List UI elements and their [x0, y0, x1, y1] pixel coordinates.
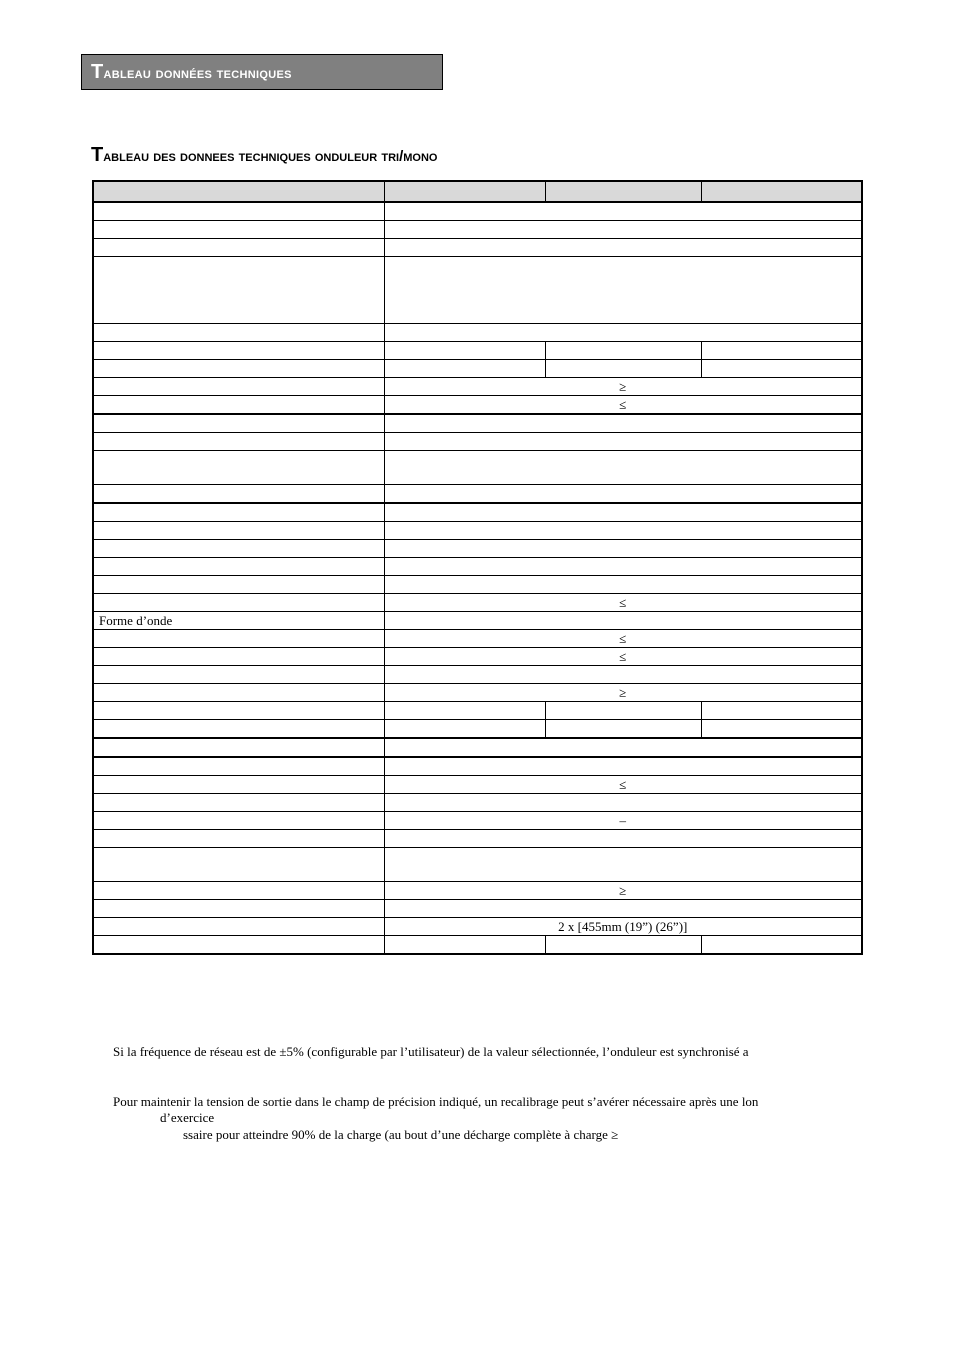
table-row	[93, 612, 862, 630]
row-label	[93, 882, 384, 900]
row-label	[93, 812, 384, 830]
table-row	[93, 720, 862, 739]
row-label	[93, 221, 384, 239]
row-cell	[545, 936, 701, 955]
row-cell	[701, 936, 862, 955]
row-label	[93, 776, 384, 794]
table-row	[93, 684, 862, 702]
row-value	[384, 757, 862, 776]
footnote-3: ssaire pour atteindre 90% de la charge (au bout d’une décharge complète à charge ≥	[183, 1127, 619, 1142]
row-value	[384, 848, 862, 882]
header-banner: Tableau données techniques	[81, 54, 443, 90]
table-row	[93, 594, 862, 612]
row-cell	[701, 702, 862, 720]
table-row	[93, 360, 862, 378]
table-row	[93, 202, 862, 221]
table-row	[93, 812, 862, 830]
row-value	[384, 540, 862, 558]
table-row	[93, 433, 862, 451]
footnote-2: Pour maintenir la tension de sortie dans le champ de précision indiqué, un recalibrage peut s’avérer nécessaire après une lon	[113, 1094, 759, 1109]
row-label	[93, 848, 384, 882]
row-label	[93, 485, 384, 504]
row-label	[93, 503, 384, 522]
row-label	[93, 342, 384, 360]
row-label	[93, 630, 384, 648]
row-value: ≤	[384, 648, 862, 666]
row-cell	[545, 360, 701, 378]
row-value	[384, 257, 862, 324]
row-cell	[384, 181, 545, 202]
table-row	[93, 558, 862, 576]
row-value	[384, 558, 862, 576]
row-label	[93, 202, 384, 221]
table-row	[93, 882, 862, 900]
row-label	[93, 181, 384, 202]
row-cell	[384, 342, 545, 360]
row-label	[93, 576, 384, 594]
row-value	[384, 485, 862, 504]
row-value: –	[384, 812, 862, 830]
table-row	[93, 702, 862, 720]
row-label	[93, 684, 384, 702]
row-label	[93, 594, 384, 612]
row-value	[384, 451, 862, 485]
table-row	[93, 342, 862, 360]
table-row	[93, 378, 862, 396]
table-row	[93, 257, 862, 324]
row-label	[93, 433, 384, 451]
row-cell	[701, 720, 862, 739]
table-row	[93, 918, 862, 936]
table-row	[93, 776, 862, 794]
row-label	[93, 738, 384, 757]
row-value: 2 x [455mm (19”) (26”)]	[384, 918, 862, 936]
row-cell	[384, 702, 545, 720]
row-value	[384, 202, 862, 221]
section-title: Tableau des donnees techniques onduleur tri/mono	[91, 144, 438, 166]
row-value	[384, 738, 862, 757]
row-label	[93, 522, 384, 540]
table-row	[93, 630, 862, 648]
row-value: ≥	[384, 882, 862, 900]
row-value	[384, 900, 862, 918]
row-cell	[384, 720, 545, 739]
row-label	[93, 451, 384, 485]
row-value	[384, 239, 862, 257]
table-row	[93, 522, 862, 540]
row-value	[384, 503, 862, 522]
row-cell	[701, 360, 862, 378]
row-label	[93, 239, 384, 257]
table-row	[93, 738, 862, 757]
row-label	[93, 396, 384, 415]
table-row	[93, 576, 862, 594]
row-cell	[545, 720, 701, 739]
row-value	[384, 324, 862, 342]
table-row	[93, 396, 862, 415]
row-label	[93, 936, 384, 955]
spec-table	[92, 180, 863, 955]
row-value: ≤	[384, 776, 862, 794]
row-value	[384, 522, 862, 540]
row-label	[93, 648, 384, 666]
row-label	[93, 830, 384, 848]
table-row	[93, 414, 862, 433]
row-cell	[545, 342, 701, 360]
row-cell	[545, 702, 701, 720]
row-value	[384, 576, 862, 594]
table-row	[93, 324, 862, 342]
table-row	[93, 794, 862, 812]
row-label	[93, 378, 384, 396]
row-cell	[384, 936, 545, 955]
row-value: ≤	[384, 594, 862, 612]
row-value	[384, 433, 862, 451]
table-row	[93, 757, 862, 776]
row-label	[93, 794, 384, 812]
row-label	[93, 324, 384, 342]
row-value	[384, 221, 862, 239]
table-row	[93, 936, 862, 955]
row-cell	[701, 342, 862, 360]
table-row	[93, 485, 862, 504]
row-value	[384, 414, 862, 433]
row-label	[93, 257, 384, 324]
row-label	[93, 414, 384, 433]
footnote-2-continued: d’exercice	[160, 1110, 215, 1125]
row-cell	[384, 360, 545, 378]
footnote-1: Si la fréquence de réseau est de ±5% (configurable par l’utilisateur) de la valeur sélectionnée, l’onduleur est synchronisé a	[113, 1044, 749, 1059]
row-label	[93, 720, 384, 739]
row-value: ≤	[384, 630, 862, 648]
row-label	[93, 666, 384, 684]
row-value: ≥	[384, 378, 862, 396]
row-label	[93, 757, 384, 776]
row-cell	[545, 181, 701, 202]
table-row	[93, 451, 862, 485]
row-label	[93, 540, 384, 558]
table-header-row	[93, 181, 862, 202]
row-value	[384, 830, 862, 848]
table-row	[93, 848, 862, 882]
row-label: Forme d’onde	[93, 612, 384, 630]
row-label	[93, 360, 384, 378]
row-label	[93, 900, 384, 918]
row-value	[384, 794, 862, 812]
row-label	[93, 702, 384, 720]
row-value: ≤	[384, 396, 862, 415]
table-row	[93, 830, 862, 848]
table-row	[93, 900, 862, 918]
row-cell	[701, 181, 862, 202]
table-row	[93, 666, 862, 684]
table-row	[93, 239, 862, 257]
table-row	[93, 503, 862, 522]
row-value: ≥	[384, 684, 862, 702]
row-value	[384, 666, 862, 684]
row-label	[93, 558, 384, 576]
table-row	[93, 221, 862, 239]
row-value	[384, 612, 862, 630]
table-row	[93, 540, 862, 558]
table-row	[93, 648, 862, 666]
row-label	[93, 918, 384, 936]
